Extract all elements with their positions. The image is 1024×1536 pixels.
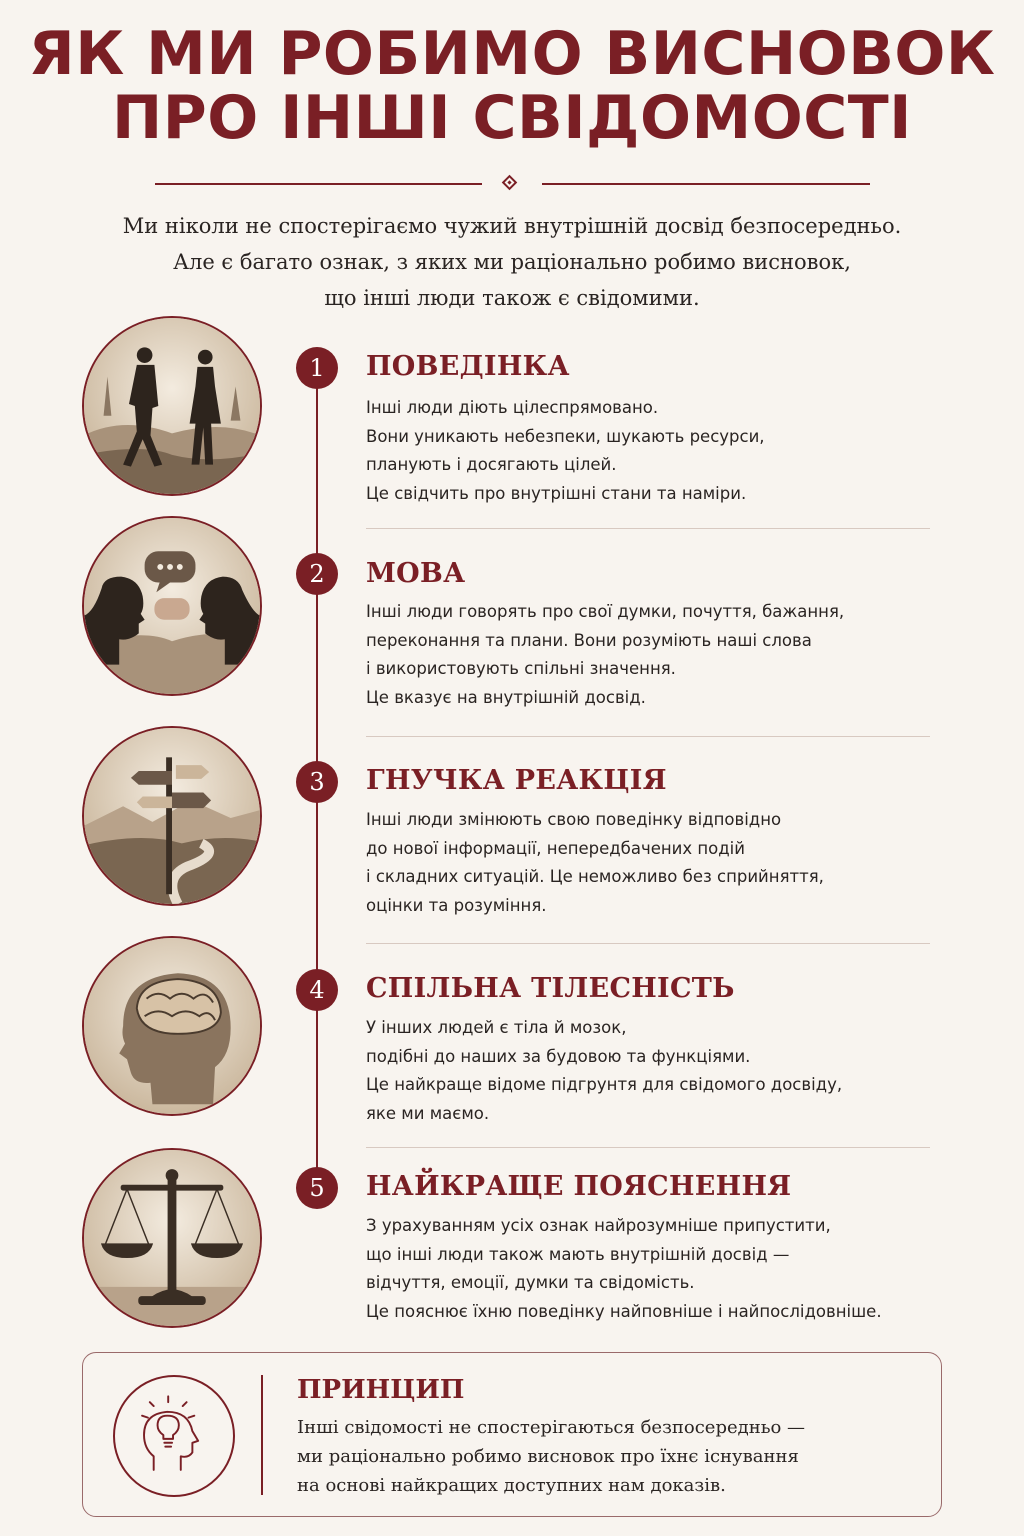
section-body <box>366 598 946 712</box>
principle-box <box>82 1352 942 1517</box>
two-people-talking-icon <box>82 516 262 696</box>
section-heading: НАЙКРАЩЕ ПОЯСНЕННЯ <box>366 1171 792 1202</box>
body-line: Інші люди змінюють свою поведінку відповідно <box>366 810 782 829</box>
intro-line: Але є багато ознак, з яких ми раціонально робимо висновок, <box>173 250 851 274</box>
body-line: відчуття, емоції, думки та свідомість. <box>366 1273 695 1292</box>
body-line: переконання та плани. Вони розуміють наші слова <box>366 630 812 650</box>
section-separator <box>366 943 930 944</box>
section-heading: МОВА <box>366 558 466 589</box>
signpost-icon <box>82 726 262 906</box>
section-heading: СПІЛЬНА ТІЛЕСНІСТЬ <box>366 973 735 1004</box>
body-line: подібні до наших за будовою та функціями. <box>366 1046 751 1066</box>
step-number: 4 <box>296 969 338 1011</box>
body-line: Це вказує на внутрішній досвід. <box>366 687 646 707</box>
body-line: Інші люди говорять про свої думки, почуття, бажання, <box>366 602 845 621</box>
section-body <box>366 1212 946 1326</box>
two-people-walking-icon <box>82 316 262 496</box>
principle-line: на основі найкращих доступних нам доказів. <box>297 1475 726 1496</box>
scales-icon <box>82 1148 262 1328</box>
body-line: Це найкраще відоме підгрунтя для свідомого досвіду, <box>366 1075 843 1094</box>
body-line: З урахуванням усіх ознак найрозумніше припустити, <box>366 1216 831 1235</box>
principle-divider <box>261 1375 263 1495</box>
intro-line: Ми ніколи не спостерігаємо чужий внутрішній досвід безпосередньо. <box>122 214 902 238</box>
principle-body <box>297 1413 917 1500</box>
body-line: і складних ситуацій. Це неможливо без сприйняття, <box>366 867 824 886</box>
section-body <box>366 394 946 508</box>
section-separator <box>366 528 930 529</box>
principle-heading: ПРИНЦИП <box>297 1375 465 1405</box>
section-separator <box>366 1147 930 1148</box>
body-line: Це пояснює їхню поведінку найповніше і найпослідовніше. <box>366 1301 882 1321</box>
body-line: У інших людей є тіла й мозок, <box>366 1018 627 1037</box>
body-line: Це свідчить про внутрішні стани та наміри. <box>366 483 747 503</box>
title-line-1: ЯК МИ РОБИМО ВИСНОВОК <box>28 19 996 89</box>
head-lightbulb-icon <box>113 1375 235 1497</box>
section-body <box>366 806 946 920</box>
principle-line: Інші свідомості не спостерігаються безпосередньо — <box>297 1417 806 1438</box>
section-separator <box>366 736 930 737</box>
page-title <box>0 19 1024 153</box>
title-divider <box>155 176 870 192</box>
step-number: 2 <box>296 553 338 595</box>
body-line: яке ми маємо. <box>366 1103 490 1123</box>
step-number: 5 <box>296 1167 338 1209</box>
step-number: 3 <box>296 761 338 803</box>
body-line: планують і досягають цілей. <box>366 455 617 474</box>
diamond-ornament-icon <box>502 175 518 191</box>
body-line: Вони уникають небезпеки, шукають ресурси, <box>366 426 765 446</box>
section-heading: ПОВЕДІНКА <box>366 351 570 382</box>
body-line: і використовують спільні значення. <box>366 659 676 678</box>
body-line: до нової інформації, непередбачених подій <box>366 838 745 858</box>
section-body <box>366 1014 946 1128</box>
body-line: що інші люди також мають внутрішній досвід — <box>366 1244 790 1264</box>
intro-text <box>60 208 964 316</box>
body-line: оцінки та розуміння. <box>366 895 547 915</box>
principle-line: ми раціонально робимо висновок про їхнє існування <box>297 1446 799 1467</box>
head-brain-icon <box>82 936 262 1116</box>
body-line: Інші люди діють цілеспрямовано. <box>366 398 659 417</box>
section-heading: ГНУЧКА РЕАКЦІЯ <box>366 765 667 796</box>
intro-line: що інші люди також є свідомими. <box>324 286 700 310</box>
step-number: 1 <box>296 347 338 389</box>
title-line-2: ПРО ІНШІ СВІДОМОСТІ <box>112 83 912 153</box>
